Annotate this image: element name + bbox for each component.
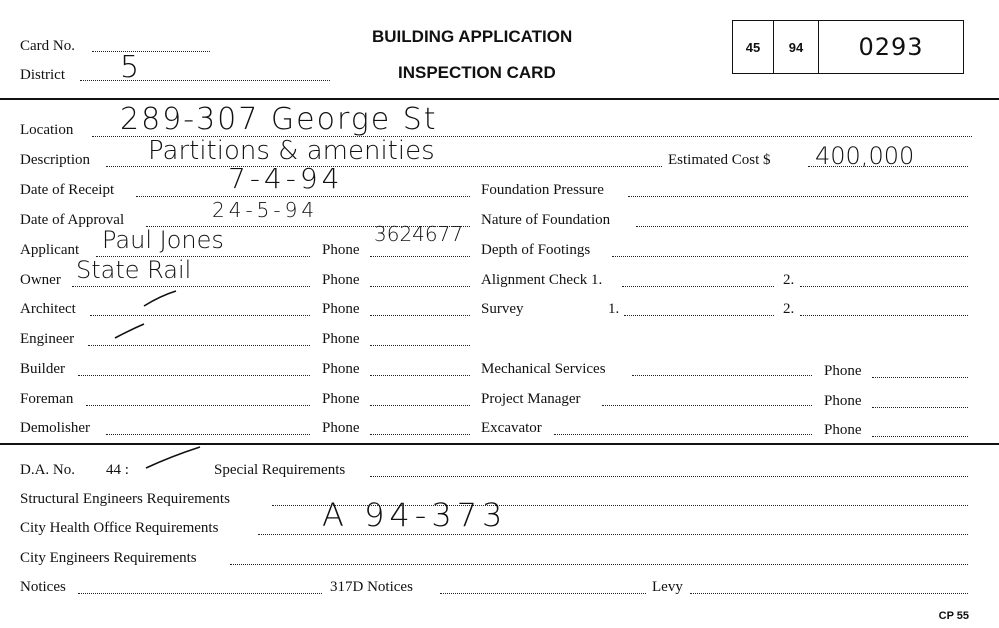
- engineer-field[interactable]: [88, 345, 310, 346]
- excavator-phone-field[interactable]: [872, 436, 968, 437]
- depth-footings-label: Depth of Footings: [481, 242, 591, 258]
- da-no-dash-mark: [142, 444, 204, 472]
- owner-field[interactable]: [72, 286, 310, 287]
- applicant-label: Applicant: [20, 242, 80, 258]
- title-line-2: INSPECTION CARD: [398, 63, 556, 82]
- box-cell-2: 94: [774, 21, 819, 73]
- project-manager-phone-label: Phone: [824, 393, 862, 409]
- district-field[interactable]: [80, 80, 330, 81]
- estimated-cost-label: Estimated Cost $: [668, 152, 771, 168]
- demolisher-phone-label: Phone: [322, 420, 360, 436]
- mechanical-phone-field[interactable]: [872, 377, 968, 378]
- estimated-cost-value: 400,000: [815, 142, 915, 170]
- card-no-field[interactable]: [92, 51, 210, 52]
- excavator-phone-label: Phone: [824, 422, 862, 438]
- engineer-phone-label: Phone: [322, 331, 360, 347]
- owner-label: Owner: [20, 272, 61, 288]
- card-number-box: [732, 20, 964, 74]
- survey-2-label: 2.: [783, 301, 795, 317]
- city-health-req-label: City Health Office Requirements: [20, 520, 219, 536]
- city-health-req-field[interactable]: [258, 534, 968, 535]
- date-receipt-label: Date of Receipt: [20, 182, 115, 198]
- architect-label: Architect: [20, 301, 76, 317]
- applicant-phone-value: 3624677: [374, 222, 464, 246]
- city-health-value: A 94-373: [322, 496, 508, 534]
- foundation-pressure-label: Foundation Pressure: [481, 182, 604, 198]
- architect-dash-mark: [140, 288, 180, 310]
- engineer-phone-field[interactable]: [370, 345, 470, 346]
- header-divider: [0, 98, 999, 100]
- levy-field[interactable]: [690, 593, 968, 594]
- notices-label: Notices: [20, 579, 66, 595]
- owner-phone-field[interactable]: [370, 286, 470, 287]
- district-label: District: [20, 67, 65, 83]
- date-receipt-value: 7-4-94: [228, 162, 344, 195]
- demolisher-field[interactable]: [106, 434, 310, 435]
- structural-req-label: Structural Engineers Requirements: [20, 491, 230, 507]
- owner-phone-label: Phone: [322, 272, 360, 288]
- applicant-phone-field[interactable]: [370, 256, 470, 257]
- district-value: 5: [120, 50, 140, 85]
- card-number: 0293: [858, 33, 924, 61]
- architect-phone-field[interactable]: [370, 315, 470, 316]
- applicant-value: Paul Jones: [102, 226, 224, 254]
- builder-field[interactable]: [78, 375, 310, 376]
- foreman-label: Foreman: [20, 391, 74, 407]
- mechanical-phone-label: Phone: [824, 363, 862, 379]
- description-field[interactable]: [106, 166, 662, 167]
- foreman-phone-field[interactable]: [370, 405, 470, 406]
- date-approval-label: Date of Approval: [20, 212, 125, 228]
- depth-footings-field[interactable]: [612, 256, 968, 257]
- excavator-field[interactable]: [554, 434, 812, 435]
- owner-value: State Rail: [76, 256, 192, 284]
- date-receipt-field[interactable]: [136, 196, 470, 197]
- survey-label: Survey: [481, 301, 524, 317]
- survey-2-field[interactable]: [800, 315, 968, 316]
- demolisher-phone-field[interactable]: [370, 434, 470, 435]
- foundation-pressure-field[interactable]: [628, 196, 968, 197]
- notices-field[interactable]: [78, 593, 322, 594]
- survey-1-label: 1.: [608, 301, 620, 317]
- da-no-label: D.A. No.: [20, 462, 75, 478]
- description-value: Partitions & amenities: [148, 136, 435, 166]
- alignment-check-1-field[interactable]: [622, 286, 774, 287]
- mechanical-field[interactable]: [632, 375, 812, 376]
- alignment-check-label: Alignment Check 1.: [481, 272, 603, 288]
- builder-phone-field[interactable]: [370, 375, 470, 376]
- applicant-phone-label: Phone: [322, 242, 360, 258]
- title-line-1: BUILDING APPLICATION: [372, 27, 573, 46]
- mechanical-label: Mechanical Services: [481, 361, 606, 377]
- location-label: Location: [20, 122, 74, 138]
- builder-label: Builder: [20, 361, 65, 377]
- special-req-label: Special Requirements: [214, 462, 346, 478]
- box-cell-1: 45: [733, 21, 774, 73]
- demolisher-label: Demolisher: [20, 420, 90, 436]
- builder-phone-label: Phone: [322, 361, 360, 377]
- notices-317d-field[interactable]: [440, 593, 646, 594]
- nature-foundation-field[interactable]: [636, 226, 968, 227]
- project-manager-field[interactable]: [602, 405, 812, 406]
- project-manager-phone-field[interactable]: [872, 407, 968, 408]
- architect-phone-label: Phone: [322, 301, 360, 317]
- form-code: CP 55: [938, 610, 969, 622]
- description-label: Description: [20, 152, 90, 168]
- notices-317d-label: 317D Notices: [330, 579, 413, 595]
- foreman-field[interactable]: [86, 405, 310, 406]
- card-no-label: Card No.: [20, 38, 75, 54]
- alignment-check-2-field[interactable]: [800, 286, 968, 287]
- da-no-prefix: 44 :: [106, 462, 129, 478]
- foreman-phone-label: Phone: [322, 391, 360, 407]
- excavator-label: Excavator: [481, 420, 542, 436]
- architect-field[interactable]: [90, 315, 310, 316]
- engineer-dash-mark: [112, 320, 148, 342]
- project-manager-label: Project Manager: [481, 391, 581, 407]
- city-eng-req-label: City Engineers Requirements: [20, 550, 197, 566]
- city-eng-req-field[interactable]: [230, 564, 968, 565]
- location-value: 289-307 George St: [120, 102, 438, 137]
- alignment-check-2-label: 2.: [783, 272, 795, 288]
- levy-label: Levy: [652, 579, 683, 595]
- engineer-label: Engineer: [20, 331, 75, 347]
- date-approval-value: 24-5-94: [212, 198, 319, 222]
- nature-foundation-label: Nature of Foundation: [481, 212, 611, 228]
- survey-1-field[interactable]: [624, 315, 774, 316]
- special-req-field[interactable]: [370, 476, 968, 477]
